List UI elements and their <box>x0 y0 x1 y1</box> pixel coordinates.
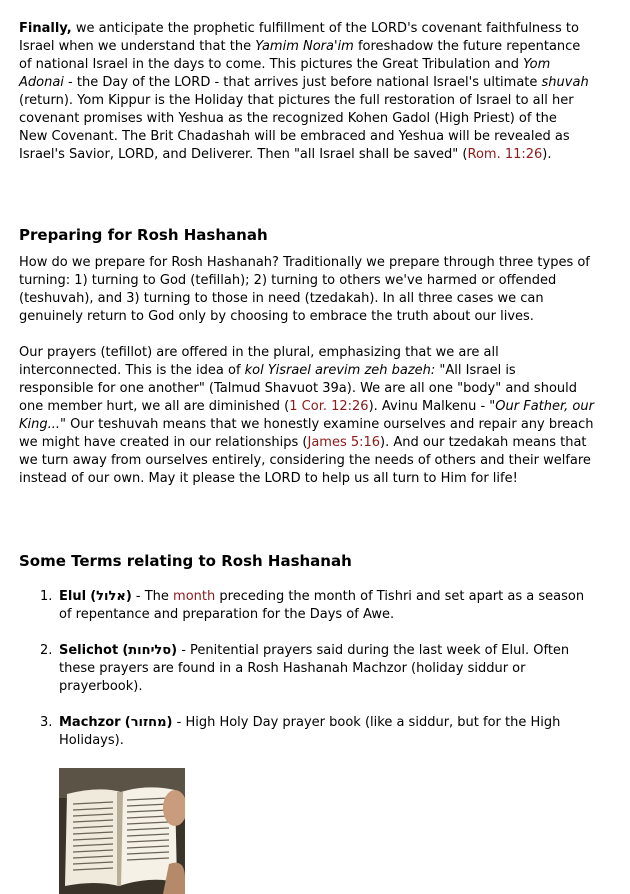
term-machzor: Machzor <box>59 715 121 730</box>
1-cor-12-26-link[interactable]: 1 Cor. 12:26 <box>289 399 369 414</box>
finally-paragraph: Finally, we anticipate the prophetic fulfillment of the LORD's covenant faithfulness to Israel when we understand that the Yamim Nora'im foreshadow the future repentance of national Israel in the days to come. This pictures the Great Tribulation and Yom Adonai - the Day of the LORD - that arrives just before national Israel's ultimate shuvah (return). Yom Kippur is the Holiday that pictures the full restoration of Israel to all her covenant promises with Yeshua as the recognized Kohen Gadol (High Priest) of the New Covenant. The Brit Chadashah will be embraced and Yeshua will be revealed as Israel's Savior, LORD, and Deliverer. Then "all Israel shall be saved" (Rom. 11:26). <box>19 21 589 162</box>
open-book-image <box>59 768 185 894</box>
hebrew-selichot: סליחות <box>128 643 172 658</box>
list-item: 3. Machzor (מחזור) - High Holy Day prayer book (like a siddur, but for the High Holidays). <box>40 715 561 748</box>
kol-yisrael-term: kol Yisrael arevim zeh bazeh: <box>244 363 436 378</box>
list-item: 2. Selichot (סליחות) - Penitential prayers said during the last week of Elul. Often these prayers are found in a Rosh Hashanah Machzor (holiday siddur or prayerbook). <box>40 643 570 694</box>
shuvah-term: shuvah <box>541 75 589 90</box>
rom-11-26-link[interactable]: Rom. 11:26 <box>467 147 543 162</box>
month-link[interactable]: month <box>173 589 216 604</box>
hebrew-machzor: מחזור <box>130 715 167 730</box>
preparing-intro-paragraph: How do we prepare for Rosh Hashanah? Traditionally we prepare through three types of turning: 1) turning to God (tefillah); 2) turning to others we've harmed or offended (teshuvah), and 3) turning to those in need (tzedakah). In all three cases we can genuinely return to God only by choosing to embrace the truth about our lives. <box>19 255 590 324</box>
prayers-paragraph: Our prayers (tefillot) are offered in the plural, emphasizing that we are all interconnected. This is the idea of kol Yisrael arevim zeh bazeh: "All Israel is responsible for one another" (Talmud Shavuot 39a). We are all one "body" and should one member hurt, we all are diminished (1 Cor. 12:26). Avinu Malkenu - "Our Father, our King..." Our teshuvah means that we honestly examine ourselves and repair any breach we might have created in our relationships (James 5:16). And our tzedakah means that we turn away from ourselves entirely, considering the needs of others and their welfare instead of our own. May it please the LORD to help us all turn to Him for life! <box>19 345 594 486</box>
yamim-noraim-term: Yamim Nora'im <box>255 39 354 54</box>
preparing-heading: Preparing for Rosh Hashanah <box>19 226 268 244</box>
term-selichot: Selichot <box>59 643 119 658</box>
terms-heading: Some Terms relating to Rosh Hashanah <box>19 552 352 570</box>
list-item: 1. Elul (אלול) - The month preceding the month of Tishri and set apart as a season of repentance and preparation for the Days of Awe. <box>40 589 585 622</box>
finally-lead: Finally, <box>19 21 72 36</box>
james-5-16-link[interactable]: James 5:16 <box>307 435 381 450</box>
terms-list <box>19 588 594 750</box>
article-content <box>19 20 594 894</box>
term-elul: Elul <box>59 589 87 604</box>
yom-adonai-term: Yom Adonai <box>19 57 551 90</box>
machzor-photo <box>59 768 185 894</box>
hebrew-elul: אלול <box>96 589 126 604</box>
